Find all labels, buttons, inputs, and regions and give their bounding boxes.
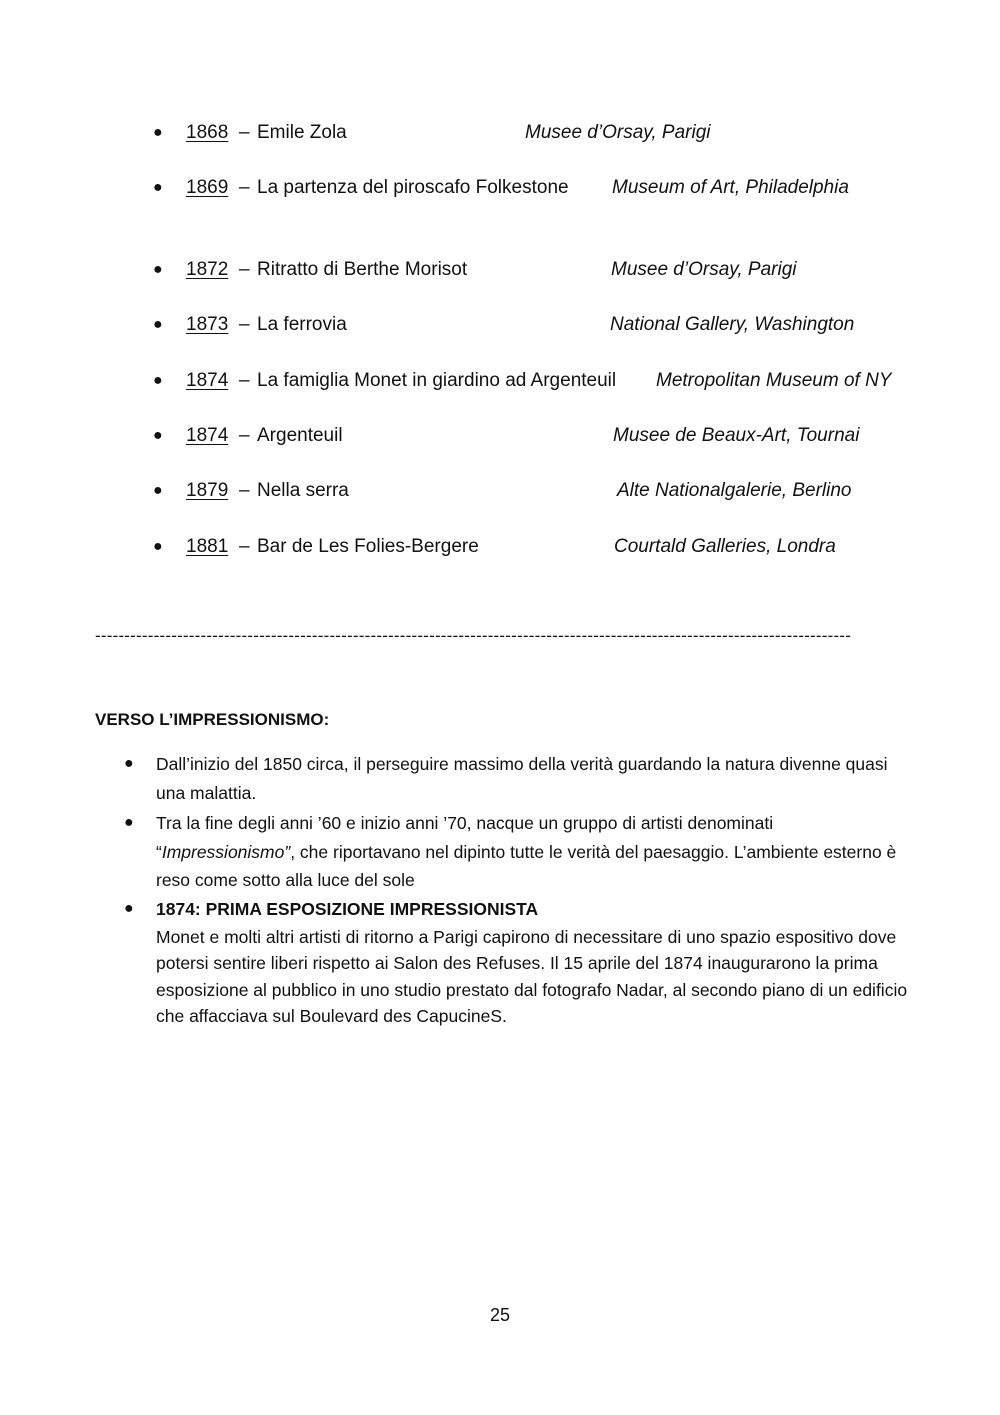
work-year: 1879 — [186, 480, 229, 501]
bullet: ● — [153, 427, 163, 444]
work-title: Nella serra — [257, 480, 349, 501]
work-item-1873-ferrovia — [0, 311, 1000, 339]
bullet: ● — [124, 755, 134, 772]
work-title: La ferrovia — [257, 314, 347, 335]
bullet: ● — [153, 372, 163, 389]
bullet: ● — [153, 124, 163, 141]
bullet: ● — [153, 261, 163, 278]
info-title: 1874: PRIMA ESPOSIZIONE IMPRESSIONISTA — [156, 899, 539, 919]
page-number: 25 — [489, 1305, 511, 1325]
work-year: 1881 — [186, 536, 229, 557]
section-heading: VERSO L’IMPRESSIONISMO: — [95, 710, 330, 729]
info-text: Monet e molti altri artisti di ritorno a Parigi capirono di necessitare di uno spazio espositivo dove potersi sentire liberi rispetto ai Salon des Refuses. Il 15 aprile del 1874 inaugurarono la prima esposizione al pubblico in uno studio prestato dal fotografo Nadar, al secondo piano di un edificio che affacciava sul Boulevard des CapucineS. — [156, 926, 908, 1026]
work-location: Musee d’Orsay, Parigi — [611, 259, 797, 280]
bullet: ● — [153, 316, 163, 333]
work-dash: – — [239, 314, 250, 335]
info-text — [156, 809, 908, 895]
work-dash: – — [239, 122, 250, 143]
work-year: 1874 — [186, 370, 229, 391]
work-location: Courtald Galleries, Londra — [614, 536, 836, 557]
work-location: Museum of Art, Philadelphia — [612, 177, 849, 198]
work-year: 1868 — [186, 122, 229, 143]
work-location: National Gallery, Washington — [610, 314, 855, 335]
bullet: ● — [153, 538, 163, 555]
work-item-1874-argenteuil — [0, 422, 1000, 450]
bullet: ● — [153, 179, 163, 196]
work-title: Ritratto di Berthe Morisot — [257, 259, 468, 280]
work-year: 1869 — [186, 177, 229, 198]
work-location: Alte Nationalgalerie, Berlino — [617, 480, 852, 501]
work-location: Musee de Beaux-Art, Tournai — [613, 425, 860, 446]
info-item-prima-esposizione — [124, 895, 908, 1030]
work-dash: – — [239, 425, 250, 446]
info-item-gruppo-artisti — [124, 809, 908, 895]
work-year: 1872 — [186, 259, 229, 280]
bullet: ● — [124, 814, 134, 831]
work-dash: – — [239, 480, 250, 501]
work-dash: – — [239, 259, 250, 280]
work-item-1868-zola — [0, 119, 1000, 147]
work-title: Emile Zola — [257, 122, 347, 143]
work-year: 1874 — [186, 425, 229, 446]
work-item-1879-serra — [0, 477, 1000, 505]
work-dash: – — [239, 536, 250, 557]
work-title: La partenza del piroscafo Folkestone — [257, 177, 569, 198]
work-title: La famiglia Monet in giardino ad Argenteuil — [257, 370, 617, 391]
bullet: ● — [153, 482, 163, 499]
work-item-1874-famiglia-monet — [0, 367, 1000, 395]
work-title: Bar de Les Folies-Bergere — [257, 536, 479, 557]
work-year: 1873 — [186, 314, 229, 335]
work-item-1869-folkestone — [0, 174, 1000, 202]
work-location: Musee d’Orsay, Parigi — [525, 122, 711, 143]
info-text-italic: Impressionismo” — [161, 841, 291, 862]
bullet: ● — [124, 900, 134, 917]
work-item-1872-morisot — [0, 256, 1000, 284]
info-item-natura — [124, 750, 908, 807]
work-location: Metropolitan Museum of NY — [656, 370, 892, 391]
work-dash: – — [239, 177, 250, 198]
info-text-after: , che riportavano nel dipinto tutte le verità del paesaggio. L’ambiente esterno è reso come sotto alla luce del sole — [156, 841, 897, 890]
info-text-before: Tra la fine degli anni ’60 e inizio anni ’70, nacque un gruppo di artisti denominati “ — [156, 813, 774, 862]
work-item-1881-folies-bergere — [0, 533, 1000, 561]
work-title: Argenteuil — [257, 425, 343, 446]
work-dash: – — [239, 370, 250, 391]
dashed-separator: --------------------------------------------------------------------------------------------------------------------------------- — [95, 626, 852, 645]
info-text: Dall’inizio del 1850 circa, il perseguire massimo della verità guardando la natura divenne quasi una malattia. — [156, 754, 888, 803]
